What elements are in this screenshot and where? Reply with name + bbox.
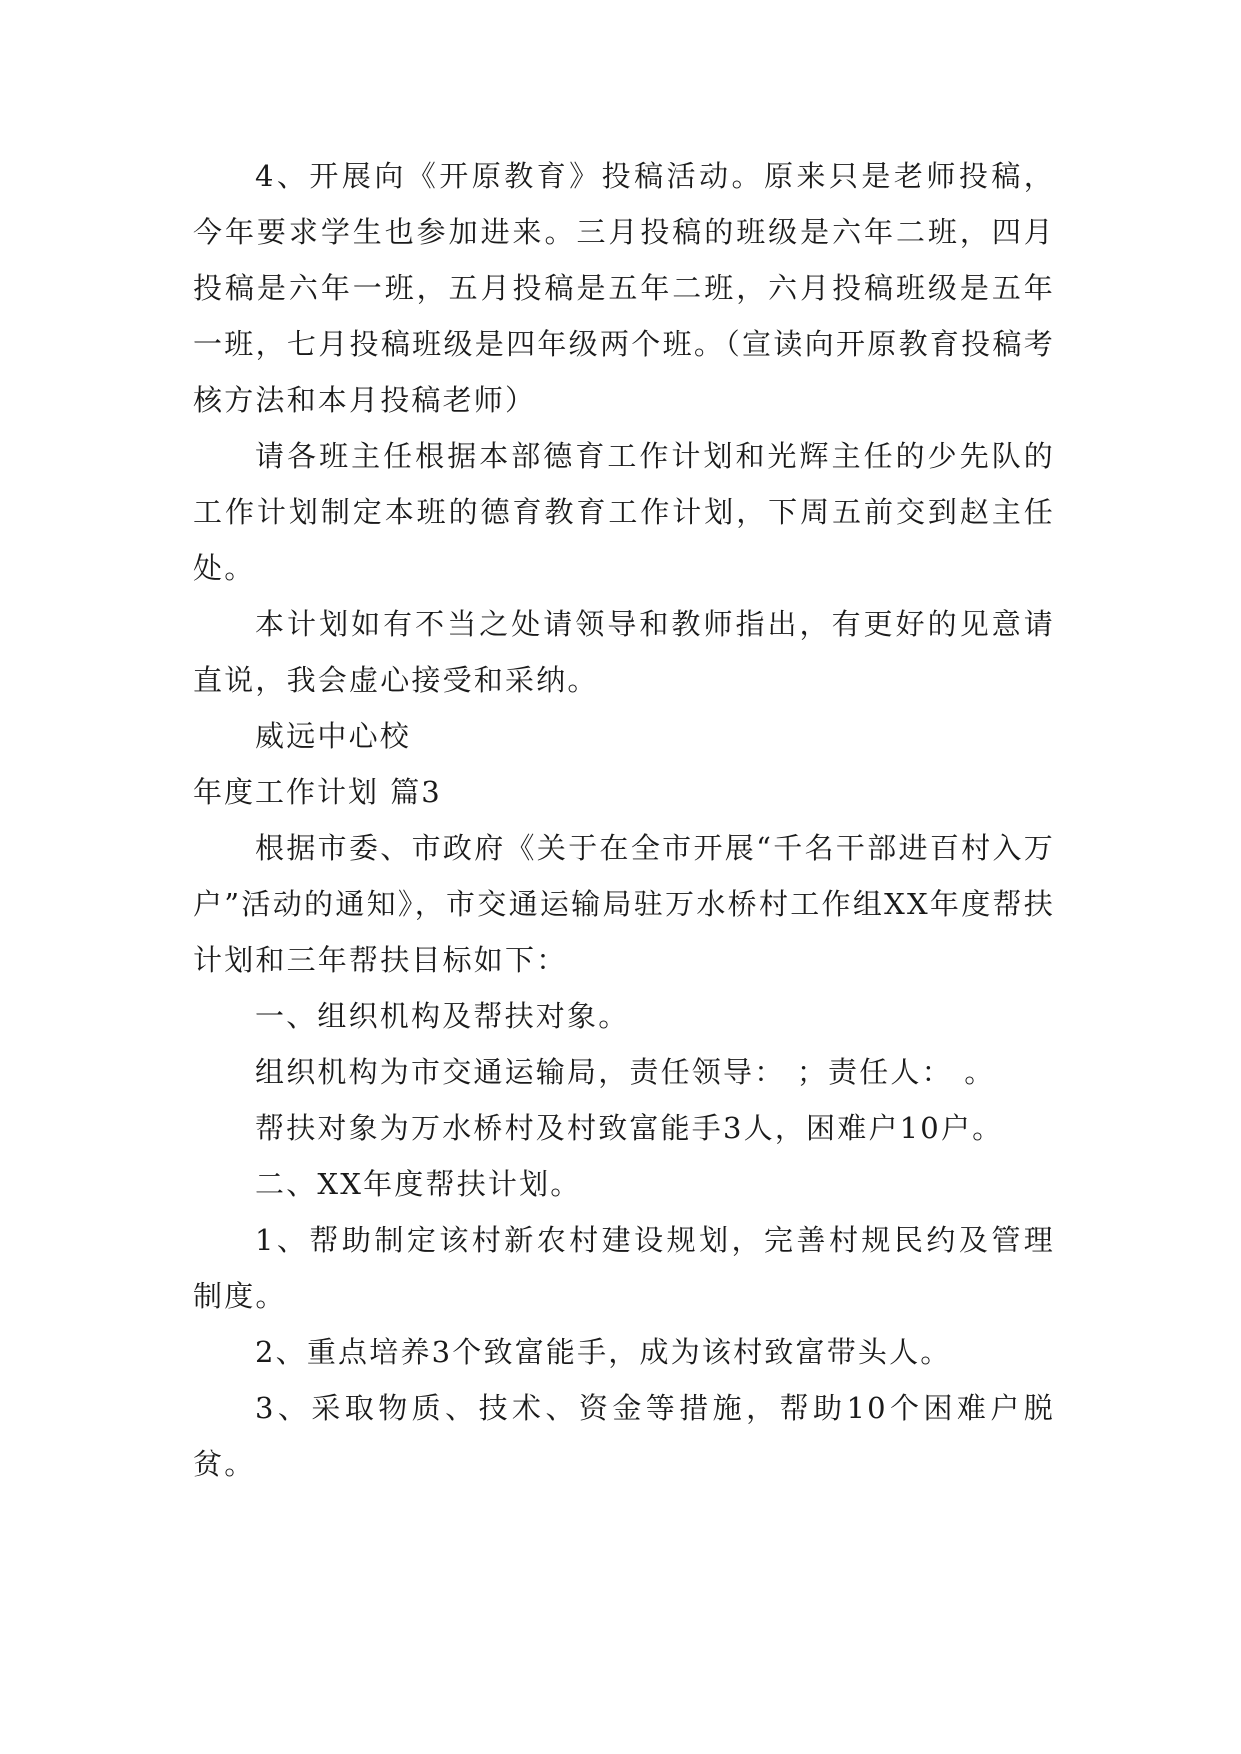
section-heading: 年度工作计划 篇3 <box>193 775 442 809</box>
paragraph-class-plan-request: 请各班主任根据本部德育工作计划和光辉主任的少先队的工作计划制定本班的德育教育工作计划，下周五前交到赵主任处。 <box>193 439 1055 585</box>
paragraph-submission-activity: 4、开展向《开原教育》投稿活动。原来只是老师投稿，今年要求学生也参加进来。三月投稿的班级是六年二班，四月投稿是六年一班，五月投稿是五年二班，六月投稿班级是五年一班，七月投稿班级是四年级两个班。（宣读向开原教育投稿考核方法和本月投稿老师） <box>193 159 1055 417</box>
list-item-plan-3: 3、采取物质、技术、资金等措施，帮助10个困难户脱贫。 <box>193 1391 1055 1481</box>
paragraph-assistance-targets: 帮扶对象为万水桥村及村致富能手3人，困难户10户。 <box>255 1111 1004 1145</box>
paragraph-introduction: 根据市委、市政府《关于在全市开展“千名干部进百村入万户”活动的通知》，市交通运输局驻万水桥村工作组XX年度帮扶计划和三年帮扶目标如下： <box>193 831 1055 977</box>
document-page <box>193 148 1055 1492</box>
section-title-annual-plan: 二、XX年度帮扶计划。 <box>255 1167 582 1201</box>
paragraph-feedback-request: 本计划如有不当之处请领导和教师指出，有更好的见意请直说，我会虚心接受和采纳。 <box>193 607 1055 697</box>
list-item-plan-1: 1、帮助制定该村新农村建设规划，完善村规民约及管理制度。 <box>193 1223 1055 1313</box>
section-title-organization: 一、组织机构及帮扶对象。 <box>255 999 630 1033</box>
list-item-plan-2: 2、重点培养3个致富能手，成为该村致富带头人。 <box>255 1335 952 1369</box>
paragraph-organization: 组织机构为市交通运输局，责任领导： ；责任人： 。 <box>255 1055 996 1089</box>
signature-school-name: 威远中心校 <box>255 719 412 753</box>
